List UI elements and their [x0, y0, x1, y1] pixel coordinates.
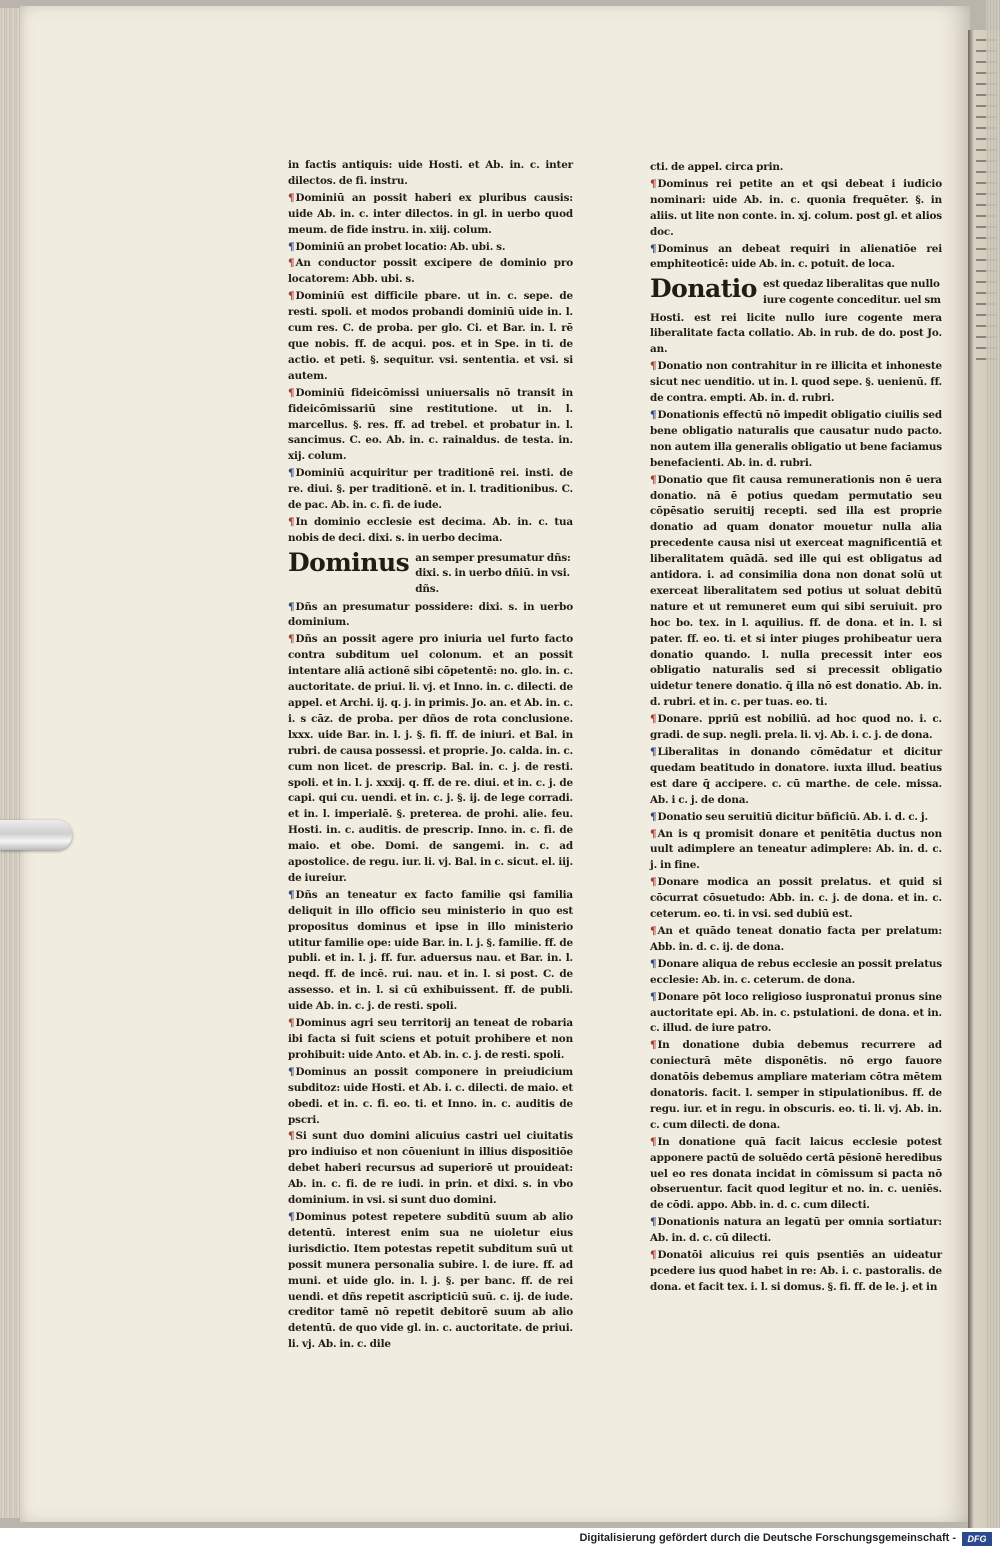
text-paragraph: [288, 1129, 573, 1209]
text-paragraph: [650, 359, 942, 407]
paragraph-text: In donatione dubia debemus recurrere ad coniecturā mēte disponētis. nō ergo fauore donatōis debemus ampliare materiam cōtra mētem donatoris. facit. l. semper in stipulationibus. ff. de regu. iur. et in regu. in obscuris. eo. ti. li. vj. Ab. in. c. cum dilecti. de dona.: [650, 1039, 942, 1131]
paragraph-text: Donatio que fit causa remunerationis non ē uera donatio. nā ē potius quedam permutatio seu cōpēsatio seruitij recepti. sed illa est proprie donatio ad quam donator mouetur nulla alia precedente causa nisi ut exerceat magnificentiā et liberalitatem quādā. sed ille qui est obligatus ad antidora. i. ad consimilia dona non donat solū ut exerceat liberalitatem sed potius ut soluat debitū nature et ut remuneret eum qui sibi seruiuit. pro hoc bo. tex. in l. aquilius. ff. de dona. et in. l. si pater. ff. eo. ti. et si inter piuges prohibeatur uera donatio quando. l. nulla precessit inter eos obligatio naturalis sed si precessit obligatio uidetur tenere donatio. q̄ illa nō est donatio. Ab. in. d. rubri. et in. c. per tuas. eo. ti.: [650, 473, 942, 709]
pilcrow-red-icon: ¶: [650, 1249, 657, 1262]
paragraph-text: Dominus agri seu territorij an teneat de robaria ibi facta si fuit sciens et potuit prohibere et non prohibuit: uide Anto. et Ab. in. c. j. de resti. spoli.: [288, 1017, 573, 1061]
paragraph-text: in factis antiquis: uide Hosti. et Ab. in. c. inter dilectos. de fi. instru.: [288, 159, 573, 187]
paragraph-text: An is q promisit donare et penitētia ductus non uult adimplere an teneatur adimplere: Ab. in. d. c. j. in fine.: [650, 827, 942, 872]
text-paragraph: [288, 240, 573, 256]
text-paragraph: [288, 158, 573, 190]
left-paragraphs: [288, 158, 573, 547]
text-paragraph: [650, 924, 942, 956]
pilcrow-blue-icon: ¶: [288, 1065, 295, 1078]
pilcrow-blue-icon: ¶: [650, 746, 657, 758]
funding-credit: Digitalisierung gefördert durch die Deutsche Forschungsgemeinschaft -: [579, 1532, 956, 1544]
paragraph-text: Dominiū an possit haberi ex pluribus causis: uide Ab. in. c. inter dilectos. in gl. in uerbo quod meum. de fide instru. in. xiij. colum.: [288, 191, 573, 236]
paragraph-text: In dominio ecclesie est decima. Ab. in. c. tua nobis de deci. dixi. s. in uerbo decima.: [288, 515, 573, 544]
text-paragraph: [288, 256, 573, 288]
text-paragraph: [650, 160, 942, 176]
paragraph-text: Donare. ppriū est nobiliū. ad hoc quod no. i. c. gradi. de sup. negli. prela. li. vj. Ab. i. c. j. de dona.: [650, 713, 942, 742]
pilcrow-red-icon: ¶: [650, 924, 657, 937]
paragraph-text: Donare aliqua de rebus ecclesie an possit prelatus ecclesie: Ab. in. c. ceterum. de dona.: [650, 957, 942, 986]
text-paragraph: [650, 473, 942, 712]
paragraph-text: Dominus an debeat requiri in alienatiōe rei emphiteoticē: uide Ab. in. c. potuit. de loca.: [650, 242, 942, 271]
right-text-column: [650, 160, 942, 1297]
paragraph-text: Donare pōt loco religioso iuspronatui pronus sine auctoritate epi. Ab. in. c. pstulationi. de dona. et in. c. illud. de iure patro.: [650, 990, 942, 1035]
pilcrow-red-icon: ¶: [650, 360, 657, 373]
pilcrow-blue-icon: ¶: [650, 1216, 657, 1229]
paragraph-text: In donatione quā facit laicus ecclesie potest apponere pactū de soluēdo certā pēsionē heredibus uel eo res donata incidat in cōmissum si pacta nō obseruentur. facit quod legitur et no. in. c. ueniēs. de cōdi. appo. Abb. in. d. c. cum dilecti.: [650, 1135, 942, 1212]
text-paragraph: [650, 875, 942, 923]
pilcrow-red-icon: ¶: [288, 633, 295, 646]
heading-donatio: [650, 274, 942, 308]
right-paragraphs: [650, 311, 942, 1296]
text-paragraph: [288, 386, 573, 466]
paragraph-text: Donatio seu seruitiū dicitur bñficiū. Ab. i. d. c. j.: [657, 810, 928, 823]
text-paragraph: [650, 177, 942, 241]
book-edge-left: [0, 8, 22, 1518]
text-paragraph: [650, 1248, 942, 1296]
text-paragraph: [288, 515, 573, 547]
pilcrow-red-icon: ¶: [288, 290, 295, 303]
pilcrow-blue-icon: ¶: [650, 242, 657, 255]
paragraph-text: Donatōi alicuius rei quis psentiēs an uideatur pcedere ius quod habet in re: Ab. i. c. pastoralis. de dona. et facit tex. i. l. si domus. §. fi. ff. de le. j. et in: [650, 1249, 942, 1293]
page-clip: [0, 820, 72, 850]
pilcrow-blue-icon: ¶: [288, 467, 295, 480]
text-paragraph: [288, 1065, 573, 1129]
heading-dominus: [288, 547, 573, 598]
pilcrow-red-icon: ¶: [650, 473, 657, 486]
right-paragraphs-before: [650, 160, 942, 273]
pilcrow-red-icon: ¶: [288, 1017, 295, 1030]
paragraph-text: Dominiū acquiritur per traditionē rei. insti. de re. diui. §. per traditionē. et in. l. traditionibus. C. de pac. Ab. in. c. fi. de iude.: [288, 467, 573, 512]
pilcrow-blue-icon: ¶: [288, 1210, 295, 1223]
text-paragraph: [650, 745, 942, 809]
pilcrow-blue-icon: ¶: [288, 600, 295, 613]
heading-gloss: est quedaz liberalitas que nullo iure cogente conceditur. uel sm: [762, 278, 941, 306]
text-paragraph: [288, 1016, 573, 1064]
paragraph-text: Liberalitas in donando cōmēdatur et dicitur quedam beatitudo in donatore. iuxta illud. beatius est dare q̄ accipere. c. cū marthe. de cele. missa. Ab. i c. j. de dona.: [650, 746, 942, 806]
paragraph-text: Dñs an presumatur possidere: dixi. s. in uerbo dominium.: [288, 600, 573, 629]
pilcrow-blue-icon: ¶: [288, 888, 295, 901]
text-paragraph: [288, 600, 573, 632]
paragraph-text: Dñs an possit agere pro iniuria uel furto facto contra subditum uel colonum. et an possit intentare aliā actionē sibi cōpetentē: no. glo. in. c. auctoritate. de priui. li. vj. et Inno. in. c. dilecti. de appel. et Archi. ij. q. j. in primis. Jo. an. et Ab. in. c. i. s cāz. de proba. per dños de rota conclusione. lxxx. uide Bar. in. l. j. §. fi. ff. de iniuri. et Bal. in rubri. de causa possessi. et proprie. Jo. calda. in. c. cum non licet. de prescrip. Bal. in. c. j. de resti. spoli. et in. l. j. xxxij. q. ff. de re. diui. et in. c. j. de capi. qui cu. uendi. et in. c. j. §. ij. de lege corradi. et in. l. imperialē. §. preterea. de prohi. alie. feu. Hosti. in. c. auditis. de prescrip. Inno. in. c. fi. de maio. et obe. Domi. de sangemi. in. c. ad apostolice. de regu. iur. li. vj. Bal. in c. sicut. el. iij. de iureiur.: [288, 633, 573, 884]
text-paragraph: [288, 888, 573, 1015]
pilcrow-blue-icon: ¶: [288, 240, 295, 253]
paragraph-text: Donationis effectū nō impedit obligatio ciuilis sed bene obligatio naturalis que causatur nudo pacto. non autem illa generalis obligatio ut bene faciamus benefacienti. Ab. in. d. rubri.: [650, 408, 942, 469]
pilcrow-blue-icon: ¶: [650, 408, 657, 421]
pilcrow-red-icon: ¶: [650, 1135, 657, 1148]
text-paragraph: [650, 1038, 942, 1133]
text-paragraph: [650, 957, 942, 989]
left-paragraphs-after: [288, 600, 573, 1354]
paragraph-text: Donare modica an possit prelatus. et quid si cōcurrat cōsuetudo: Abb. in. c. j. de dona. et in. c. ceterum. eo. ti. in vsi. sed dubiū est.: [650, 876, 942, 921]
paragraph-text: Hosti. est rei licite nullo iure cogente mera liberalitate facta collatio. Ab. in rub. de do. post Jo. an.: [650, 311, 942, 356]
paragraph-text: Dominiū est difficile pbare. ut in. c. sepe. de resti. spoli. et modos probandi dominiū uide in. l. cum res. C. de proba. per glo. Ci. et Bar. in. l. rē que nobis. ff. de acqui. pos. et in Spe. in ti. de actio. et peti. §. sequitur. vsi. sententia. et vsi. si autem.: [288, 290, 573, 382]
text-paragraph: [288, 289, 573, 384]
paragraph-text: An conductor possit excipere de dominio pro locatorem: Abb. ubi. s.: [288, 257, 573, 286]
text-paragraph: [288, 1210, 573, 1353]
text-paragraph: [650, 1135, 942, 1215]
heading-gloss: an semper presumatur dñs: dixi. s. in uerbo dñiū. in vsi. dñs.: [415, 551, 571, 595]
text-paragraph: [650, 827, 942, 875]
dfg-logo: DFG: [962, 1532, 992, 1546]
paragraph-text: Dominiū an probet locatio: Ab. ubi. s.: [295, 240, 506, 253]
text-paragraph: [650, 408, 942, 472]
paragraph-text: Dominus potest repetere subditū suum ab alio detentū. interest enim sua ne uioletur eius iurisdictio. Item potestas repetit subditum suū ut possit munera personalia subire. l. de iure. ff. ad muni. et uide glo. in. l. j. §. per banc. ff. de rei uendi. et dñs repetit ascripticiū suū. c. ij. de iude. creditor tamē nō repetit debitorē suum ab alio detentū. de quo vide gl. in. c. auctoritate. de priui. li. vj. Ab. in. c. dile: [288, 1210, 573, 1351]
pilcrow-blue-icon: ¶: [650, 957, 657, 970]
text-paragraph: [650, 810, 942, 826]
heading-word: Donatio: [650, 274, 757, 304]
paragraph-text: Dominiū fideicōmissi uniuersalis nō transit in fideicōmissariū sine restitutione. ut in. l. marcellus. §. res. ff. ad trebel. et probatur in. l. sancimus. C. eo. Ab. in. c. rainaldus. de testa. in. xij. colum.: [288, 386, 573, 463]
paragraph-text: Donationis natura an legatū per omnia sortiatur: Ab. in. d. c. cū dilecti.: [650, 1216, 942, 1245]
paragraph-text: Donatio non contrahitur in re illicita et inhoneste sicut nec uenditio. ut in. l. quod sepe. §. uenienū. ff. de contra. empti. Ab. in. d. rubri.: [650, 360, 942, 405]
paragraph-text: Dominus rei petite an et qsi debeat i iudicio nominari: uide Ab. in. c. quonia frequēter. §. in aliis. ut lite non conte. in. xj. colum. post gl. et alios doc.: [650, 177, 942, 238]
paragraph-text: Dominus an possit componere in preiudicium subditoz: uide Hosti. et Ab. i. c. dilecti. de maio. et obedi. et in. c. fi. eo. ti. et Inno. in. c. auditis de pscri.: [288, 1065, 573, 1126]
paragraph-text: cti. de appel. circa prin.: [650, 161, 784, 173]
pilcrow-blue-icon: ¶: [650, 990, 657, 1003]
heading-word: Dominus: [288, 547, 410, 577]
pilcrow-red-icon: ¶: [650, 177, 657, 190]
pilcrow-red-icon: ¶: [288, 191, 295, 204]
left-text-column: [288, 158, 573, 1354]
text-paragraph: [288, 466, 573, 514]
pilcrow-red-icon: ¶: [650, 1039, 657, 1052]
pilcrow-red-icon: ¶: [288, 515, 295, 528]
pilcrow-red-icon: ¶: [650, 876, 657, 889]
pilcrow-red-icon: ¶: [288, 257, 295, 270]
text-paragraph: [650, 242, 942, 274]
text-paragraph: [288, 191, 573, 239]
book-edge-right: [986, 0, 1000, 1528]
paragraph-text: Si sunt duo domini alicuius castri uel ciuitatis pro indiuiso et non cōueniunt in illius dispositiōe debet haberi recursus ad superiorē ut prouideat: Ab. in. c. fi. de re iudi. in prin. et dixi. s. in vbo dominium. in vsi. si sunt duo domini.: [288, 1130, 573, 1207]
paragraph-text: An et quādo teneat donatio facta per prelatum: Abb. in. d. c. ij. de dona.: [650, 924, 942, 953]
text-paragraph: [650, 311, 942, 359]
footer-bar: [0, 1528, 1000, 1550]
pilcrow-blue-icon: ¶: [650, 810, 657, 823]
pilcrow-red-icon: ¶: [650, 713, 657, 726]
pilcrow-red-icon: ¶: [650, 827, 657, 840]
text-paragraph: [650, 990, 942, 1038]
text-paragraph: [650, 712, 942, 744]
pilcrow-red-icon: ¶: [288, 1130, 295, 1143]
text-paragraph: [650, 1215, 942, 1247]
paragraph-text: Dñs an teneatur ex facto familie qsi familia deliquit in illo officio seu ministerio in quo est propositus dominus et ipse in illo ministerio utitur familie ope: uide Bar. in. l. j. §. familie. ff. de publi. et in. l. j. ff. fur. aduersus nau. et Bar. in. l. neqd. ff. de incē. rui. nau. et in. l. si post. C. de assesso. et in. l. si cū exhibuissent. ff. de publi. uide Ab. in. c. j. de resti. spoli.: [288, 888, 573, 1013]
pilcrow-red-icon: ¶: [288, 386, 295, 399]
text-paragraph: [288, 632, 573, 887]
